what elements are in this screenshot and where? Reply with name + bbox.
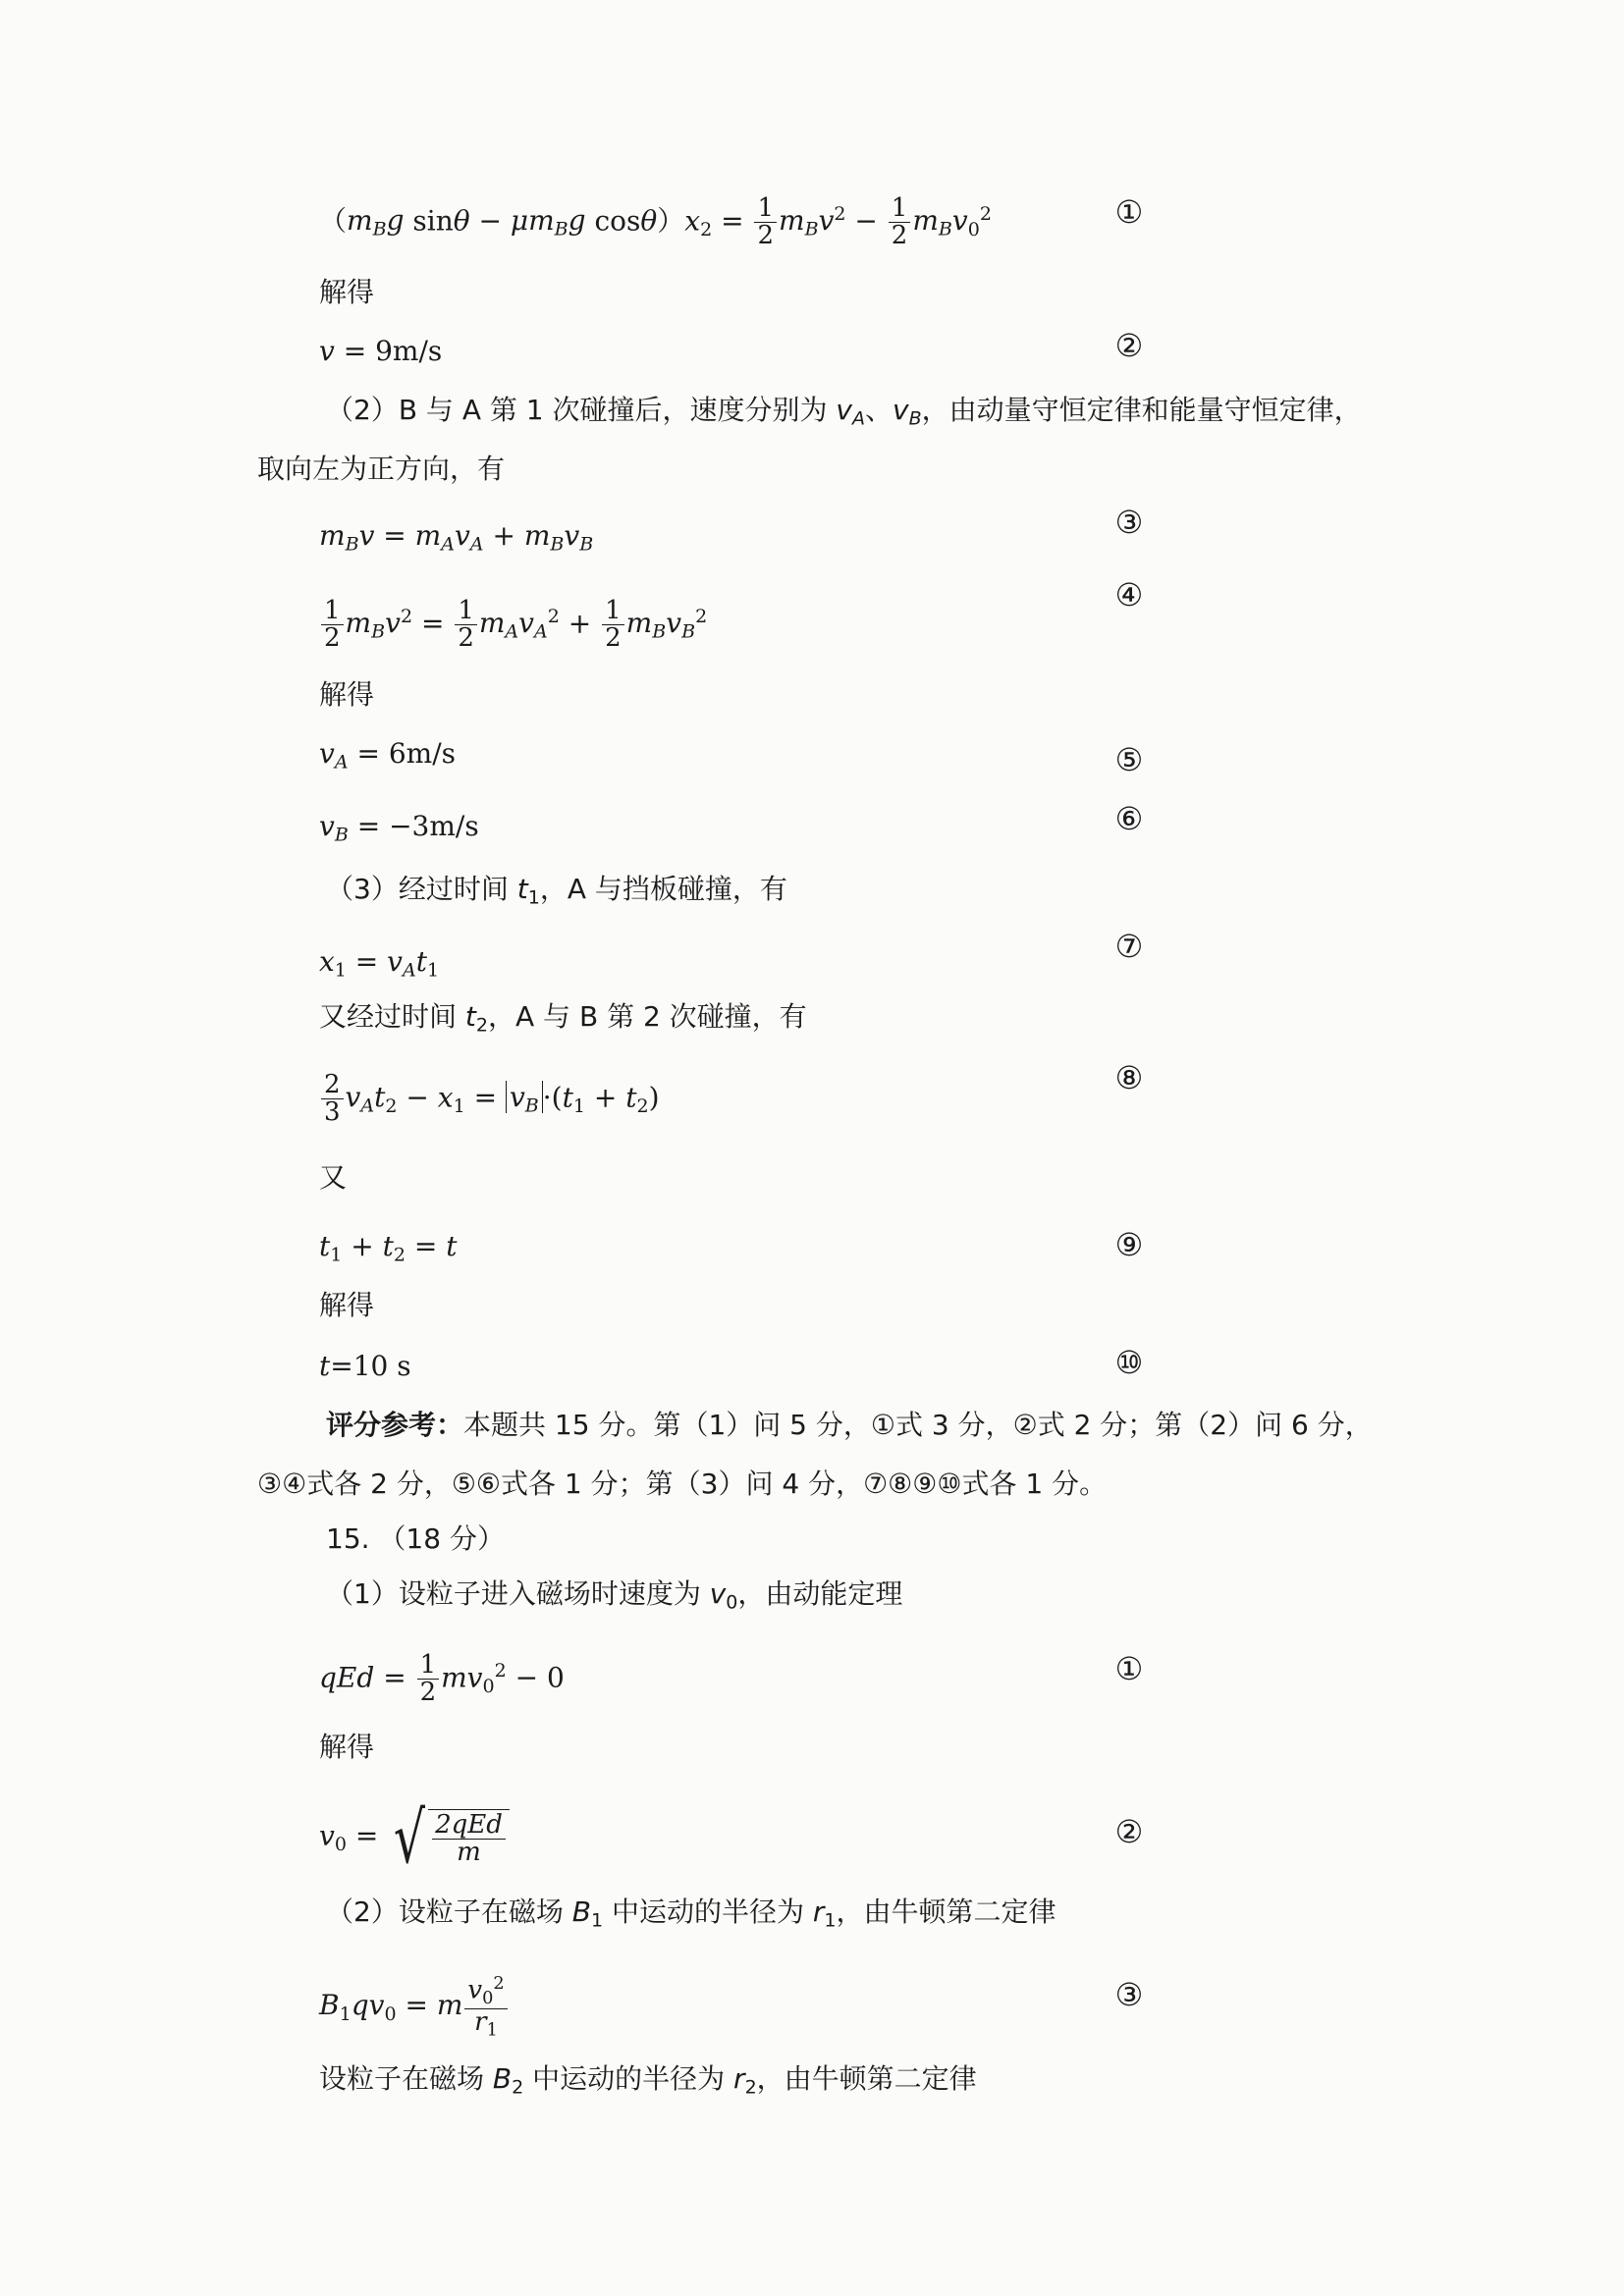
equation-3: $m_Bv = m_Av_A + m_Bv_B$	[319, 519, 594, 556]
solve-label-2: 解得	[319, 678, 375, 711]
marker-3: ③	[1114, 504, 1144, 541]
scoring-line-1	[326, 1406, 1386, 1445]
q15-marker-3: ③	[1114, 1976, 1144, 2013]
equation-9: $t_1 + t_2 = t$	[319, 1230, 458, 1266]
marker-1: ①	[1114, 193, 1144, 231]
solve-label-1: 解得	[319, 276, 375, 308]
q15-part2b: 设粒子在磁场 $B_2$ 中运动的半径为 $r_2$，由牛顿第二定律	[319, 2062, 977, 2099]
q15-header: 15. （18 分）	[326, 1522, 505, 1555]
part3-intro-2: 又经过时间 $t_2$，A 与 B 第 2 次碰撞，有	[319, 1000, 807, 1037]
equation-1: （$m_Bg$ $\sin\theta - \mu m_Bg$ $\cos\theta)x_2$ = $\frac{1}{2}$ $m_Bv^2$ − $\frac{1}{2}$ $m_Bv_0^2$	[319, 193, 992, 251]
v-result: v = 9m/s	[319, 335, 443, 367]
part2-intro: （2）B 与 A 第 1 次碰撞后，速度分别为 $v_A$、$v_B$，由动量守恒定律和能量守恒定律，	[326, 394, 1362, 430]
marker-10: ⑩	[1114, 1344, 1144, 1381]
equation-4: $\frac{1}{2}$ $m_Bv^2$ = $\frac{1}{2}$ $m_Av_A^2$ + $\frac{1}{2}$ $m_Bv_B^2$	[319, 597, 1124, 653]
part3-intro: （3）经过时间 $t_1$，A 与挡板碰撞，有	[326, 873, 787, 909]
you-label: 又	[319, 1161, 348, 1194]
q15-part1: （1）设粒子进入磁场时速度为 $v_0$，由动能定理	[326, 1577, 903, 1614]
scoring-text: 本题共 15 分。第（1）问 5 分，①式 3 分，②式 2 分；第（2）问 6 分，	[463, 1409, 1373, 1441]
equation-7: $x_1 = v_At_1$	[319, 945, 440, 982]
marker-5: ⑤	[1114, 741, 1144, 778]
marker-2: ②	[1114, 327, 1144, 364]
q15-part2: （2）设粒子在磁场 $B_1$ 中运动的半径为 $r_1$，由牛顿第二定律	[326, 1896, 1056, 1932]
solve-label-3: 解得	[319, 1289, 375, 1321]
equation-8: $\frac{2}{3}$ $v_At_2 - x_1 = v_B \cdot(t_1 + t_2)$	[319, 1072, 1124, 1127]
vA-result: $v_A = 6m/s$	[319, 737, 457, 774]
marker-7: ⑦	[1114, 928, 1144, 965]
q15-marker-2: ②	[1114, 1813, 1144, 1850]
q15-equation-1: qEd = $\frac{1}{2}$ $mv_0^2 - 0$	[319, 1650, 565, 1708]
marker-6: ⑥	[1114, 800, 1144, 837]
q15-equation-2: $v_0$ = √ $\frac{\text{2qEd}}{m}$	[319, 1802, 1124, 1873]
marker-4: ④	[1114, 576, 1144, 614]
scoring-line-2: ③④式各 2 分，⑤⑥式各 1 分；第（3）问 4 分，⑦⑧⑨⑩式各 1 分。	[257, 1468, 1108, 1500]
part2-intro-2: 取向左为正方向，有	[257, 453, 506, 485]
q15-solve-label: 解得	[319, 1731, 375, 1763]
t-result: t=10 s	[319, 1350, 411, 1382]
vB-result: $v_B = -3m/s$	[319, 810, 479, 846]
scoring-label: 评分参考：	[326, 1409, 464, 1441]
q15-marker-1: ①	[1114, 1650, 1144, 1687]
q15-equation-3: $B_1qv_0 = m$ $\frac{v_0^2}{r_1}$	[319, 1975, 1124, 2039]
marker-9: ⑨	[1114, 1226, 1144, 1263]
marker-8: ⑧	[1114, 1059, 1144, 1096]
